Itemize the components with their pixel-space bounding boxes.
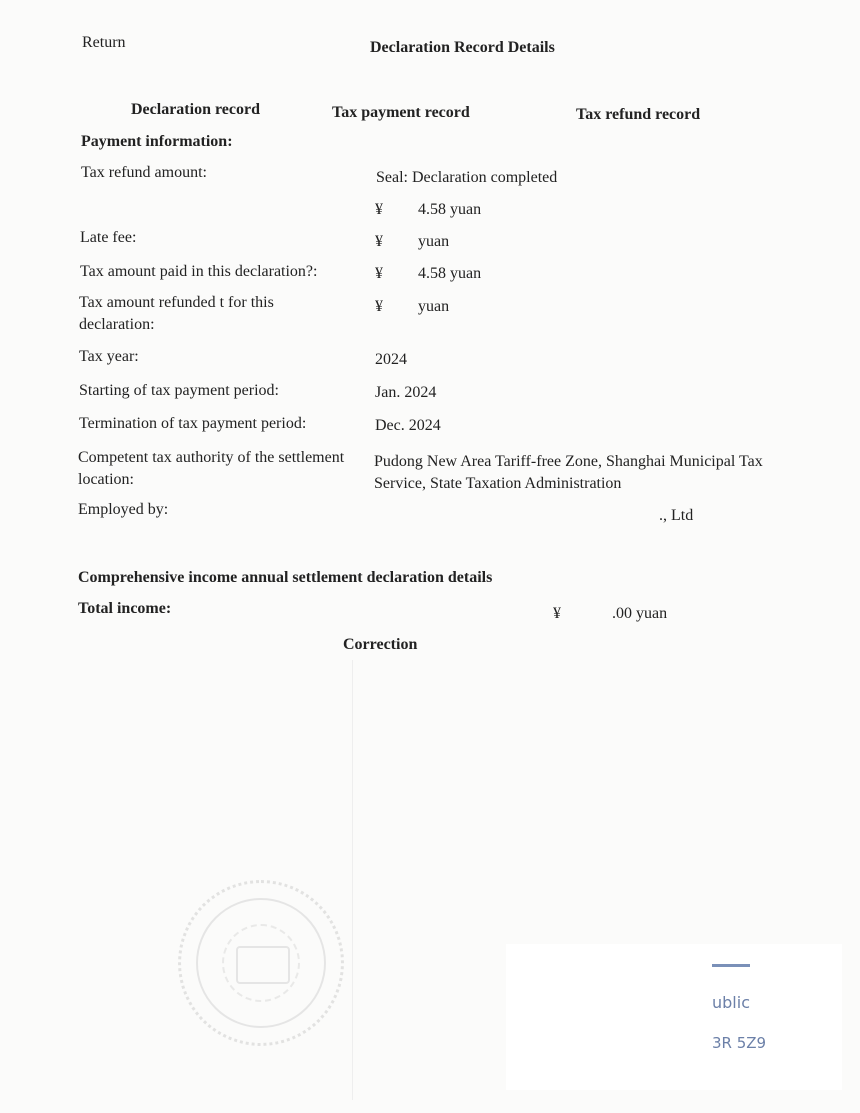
employer-value: ., Ltd [659, 507, 694, 524]
total-income-label: Total income: [78, 600, 172, 617]
tax-refund-amount-value: 4.58 yuan [418, 201, 482, 218]
late-fee-label: Late fee: [80, 229, 137, 246]
tax-paid-value: 4.58 yuan [418, 265, 482, 282]
currency-symbol: ¥ [375, 298, 383, 315]
currency-symbol: ¥ [375, 201, 383, 218]
tab-declaration-record[interactable]: Declaration record [131, 101, 260, 118]
tab-tax-refund-record[interactable]: Tax refund record [576, 106, 701, 123]
notary-code-fragment: 3R 5Z9 [712, 1034, 767, 1052]
currency-symbol: ¥ [375, 265, 383, 282]
payment-info-heading: Payment information: [81, 133, 233, 150]
tab-tax-payment-record[interactable]: Tax payment record [332, 104, 470, 121]
scan-fold-line [352, 660, 353, 1100]
page-title: Declaration Record Details [370, 39, 555, 56]
income-section-heading: Comprehensive income annual settlement declaration details [78, 569, 493, 586]
currency-symbol: ¥ [375, 233, 383, 250]
tax-refunded-value: yuan [418, 298, 450, 315]
return-link[interactable]: Return [82, 34, 126, 51]
tax-year-value: 2024 [375, 351, 407, 368]
tax-authority-label: Competent tax authority of the settlement location: [78, 449, 345, 488]
tax-paid-label: Tax amount paid in this declaration?: [80, 263, 318, 280]
notary-stamp-area [506, 944, 842, 1090]
seal-status: Seal: Declaration completed [376, 169, 558, 186]
notary-stamp-line [712, 964, 750, 967]
period-end-value: Dec. 2024 [375, 417, 441, 434]
tax-refunded-label: Tax amount refunded t for this declaration: [79, 294, 274, 333]
total-income-value: .00 yuan [612, 605, 668, 622]
period-start-label: Starting of tax payment period: [79, 382, 279, 399]
employer-label: Employed by: [78, 501, 169, 518]
currency-symbol: ¥ [553, 605, 561, 622]
period-end-label: Termination of tax payment period: [79, 415, 307, 432]
period-start-value: Jan. 2024 [375, 384, 437, 401]
correction-button[interactable]: Correction [343, 636, 418, 653]
notary-text-fragment: ublic [712, 993, 750, 1012]
late-fee-value: yuan [418, 233, 450, 250]
tax-refund-amount-label: Tax refund amount: [81, 164, 207, 181]
tax-authority-value: Pudong New Area Tariff-free Zone, Shanghai Municipal Tax Service, State Taxation Administration [374, 453, 763, 492]
embossed-seal [178, 880, 344, 1046]
tax-year-label: Tax year: [79, 348, 139, 365]
